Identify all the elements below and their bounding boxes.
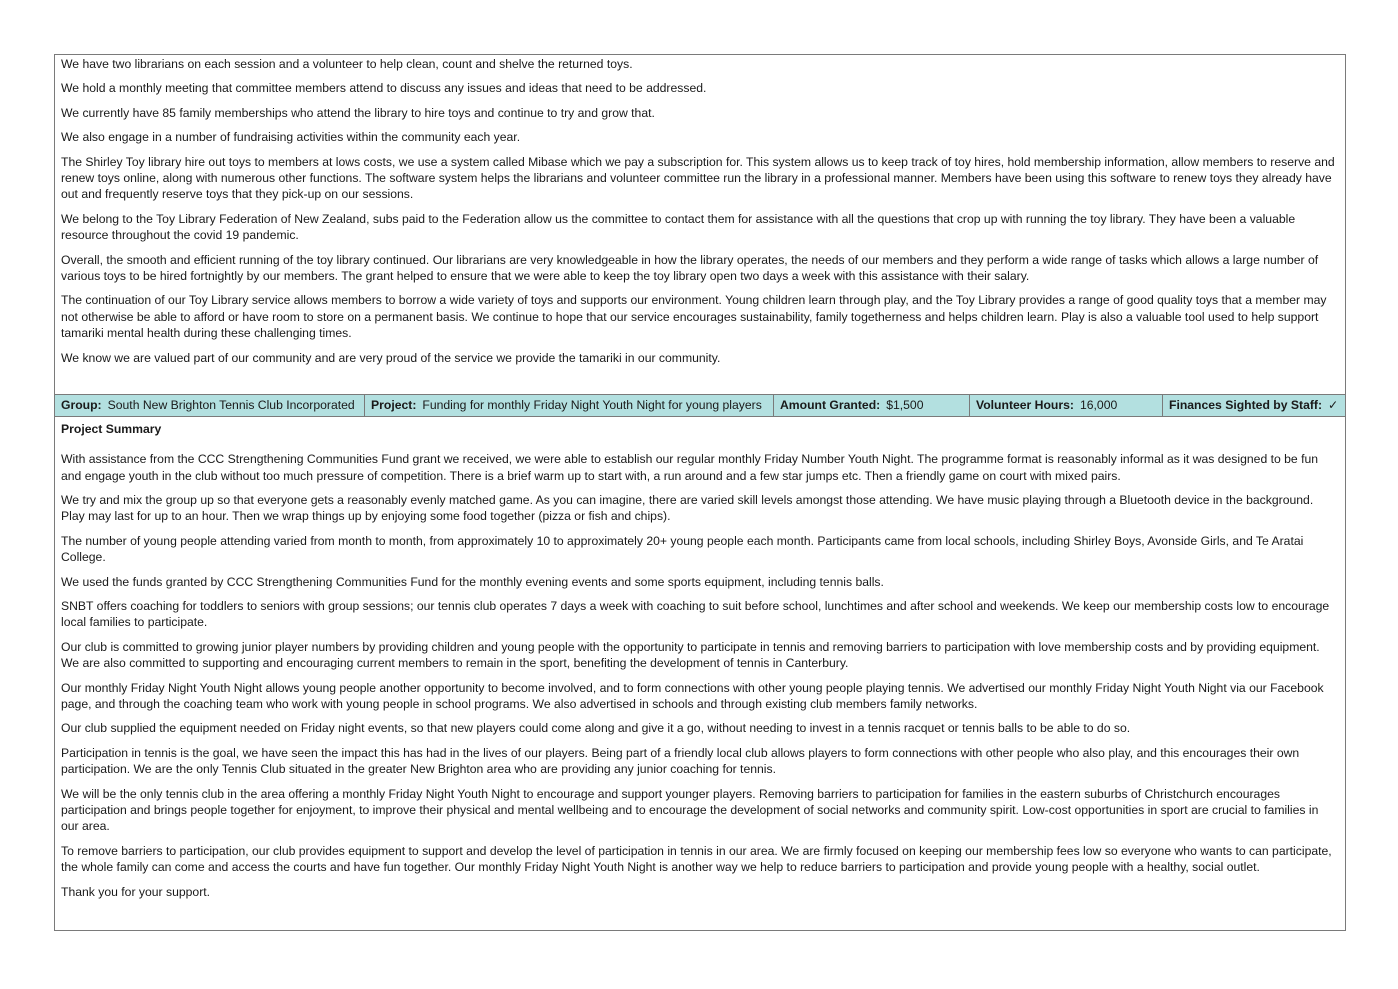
report-table xyxy=(54,54,1346,931)
amount-label: Amount Granted: xyxy=(780,398,881,413)
project-value: Funding for monthly Friday Night Youth Night for young players xyxy=(422,398,762,413)
paragraph: We know we are valued part of our community and are very proud of the service we provide the tamariki in our community. xyxy=(61,350,721,365)
paragraph: Thank you for your support. xyxy=(61,884,211,899)
project-cell xyxy=(365,395,774,416)
amount-value: $1,500 xyxy=(886,398,924,413)
paragraph: We will be the only tennis club in the area offering a monthly Friday Night Youth Night to encourage and support younger players. Removing barriers to participation for families in the eastern suburbs of Christchurch encourages participation and brings people together for enjoyment, to improve their physical and mental wellbeing and to encourage the development of social networks and community spirit. Low-cost opportunities in sport are crucial to families in our area. xyxy=(61,786,1319,834)
paragraph: Our club is committed to growing junior player numbers by providing children and young people with the opportunity to participate in tennis and removing barriers to participation with love membership costs and by providing equipment. We are also committed to supporting and encouraging current members to remain in the sport, benefiting the development of tennis in Canterbury. xyxy=(61,639,1320,671)
paragraph: To remove barriers to participation, our club provides equipment to support and develop the level of participation in tennis in our area. We are firmly focused on keeping our membership fees low so everyone who wants to can participate, the whole family can come and access the courts and have fun together. Our monthly Friday Night Youth Night is another way we help to reduce barriers to participation and provide young people with a healthy, social outlet. xyxy=(61,843,1332,875)
paragraph: Our club supplied the equipment needed on Friday night events, so that new players could come along and give it a go, without needing to invest in a tennis racquet or tennis balls to be able to do so. xyxy=(61,721,1131,736)
amount-cell xyxy=(774,395,970,416)
finances-cell xyxy=(1163,395,1345,416)
hours-cell xyxy=(970,395,1163,416)
check-icon: ✓ xyxy=(1328,398,1339,413)
paragraph: We hold a monthly meeting that committee members attend to discuss any issues and ideas that need to be addressed. xyxy=(61,81,707,96)
project-summary-section xyxy=(55,417,1345,930)
paragraph: We used the funds granted by CCC Strengthening Communities Fund for the monthly evening events and some sports equipment, including tennis balls. xyxy=(61,574,884,589)
paragraph: We have two librarians on each session and a volunteer to help clean, count and shelve the returned toys. xyxy=(61,57,633,71)
group-label: Group: xyxy=(61,398,102,413)
paragraph: We currently have 85 family memberships who attend the library to hire toys and continue to try and grow that. xyxy=(61,105,655,120)
project-label: Project: xyxy=(371,398,417,413)
paragraph: With assistance from the CCC Strengthening Communities Fund grant we received, we were able to establish our regular monthly Friday Number Youth Night. The programme format is reasonably informal as it was designed to be fun and engage youth in the club without too much pressure of competition. There is a brief warm up to start with, a run around and a few star jumps etc. Then a friendly game on court with mixed pairs. xyxy=(61,452,1319,483)
paragraph: Participation in tennis is the goal, we have seen the impact this has had in the lives of our players. Being part of a friendly local club allows players to form connections with other people who also play, and this encourages their own participation. We are the only Tennis Club situated in the greater New Brighton area who are providing any junior coaching for tennis. xyxy=(61,745,1300,777)
paragraph: We belong to the Toy Library Federation of New Zealand, subs paid to the Federation allow us the committee to contact them for assistance with all the questions that crop up with running the toy library. They have been a valuable resource throughout the covid 19 pandemic. xyxy=(61,211,1296,243)
group-value: South New Brighton Tennis Club Incorporated xyxy=(107,398,355,413)
paragraph: The number of young people attending varied from month to month, from approximately 10 to approximately 20+ young people each month. Participants came from local schools, including Shirley Boys, Avonside Girls, and Te Aratai College. xyxy=(61,533,1304,565)
group-cell xyxy=(55,395,365,416)
hours-value: 16,000 xyxy=(1079,398,1118,413)
paragraph: SNBT offers coaching for toddlers to seniors with group sessions; our tennis club operates 7 days a week with coaching to suit before school, lunchtimes and after school and weekends. We keep our membership costs low to encourage local families to participate. xyxy=(61,598,1330,630)
paragraph: The continuation of our Toy Library service allows members to borrow a wide variety of toys and supports our environment. Young children learn through play, and the Toy Library provides a range of good quality toys that a member may not otherwise be able to afford or have room to store on a permanent basis. We continue to hope that our service encourages sustainability, family togetherness and helps children learn. Play is also a valuable tool used to help support tamariki mental health during these challenging times. xyxy=(61,293,1327,341)
previous-project-section xyxy=(55,55,1345,394)
paragraph: We also engage in a number of fundraising activities within the community each year. xyxy=(61,130,521,145)
paragraph: Overall, the smooth and efficient running of the toy library continued. Our librarians are very knowledgeable in how the library operates, the needs of our members and they perform a wide range of tasks which allows a large number of various toys to be hired fortnightly by our members. The grant helped to ensure that we were able to keep the toy library open two days a week with this assistance with their salary. xyxy=(61,252,1319,284)
paragraph: We try and mix the group up so that everyone gets a reasonably evenly matched game. As you can imagine, there are varied skill levels amongst those attending. We have music playing through a Bluetooth device in the background. Play may last for up to an hour. Then we wrap things up by enjoying some food together (pizza or fish and chips). xyxy=(61,492,1314,524)
hours-label: Volunteer Hours: xyxy=(976,398,1074,413)
paragraph: Our monthly Friday Night Youth Night allows young people another opportunity to become involved, and to form connections with other young people playing tennis. We advertised our monthly Friday Night Youth Night via our Facebook page, and through the coaching team who work with young people in school programs. We also advertised in schools and through existing club members family networks. xyxy=(61,680,1324,711)
project-summary-title: Project Summary xyxy=(61,422,162,437)
paragraph: The Shirley Toy library hire out toys to members at lows costs, we use a system called Mibase which we pay a subscription for. This system allows us to keep track of toy hires, hold membership information, allow members to reserve and renew toys online, along with numerous other functions. The software system helps the librarians and volunteer committee run the library in a professional manner. Members have been using this software to renew toys they already have out and frequently reserve toys that they pick-up on our sessions. xyxy=(61,154,1335,202)
project-header-row xyxy=(55,394,1345,417)
finances-label: Finances Sighted by Staff: xyxy=(1169,398,1323,413)
